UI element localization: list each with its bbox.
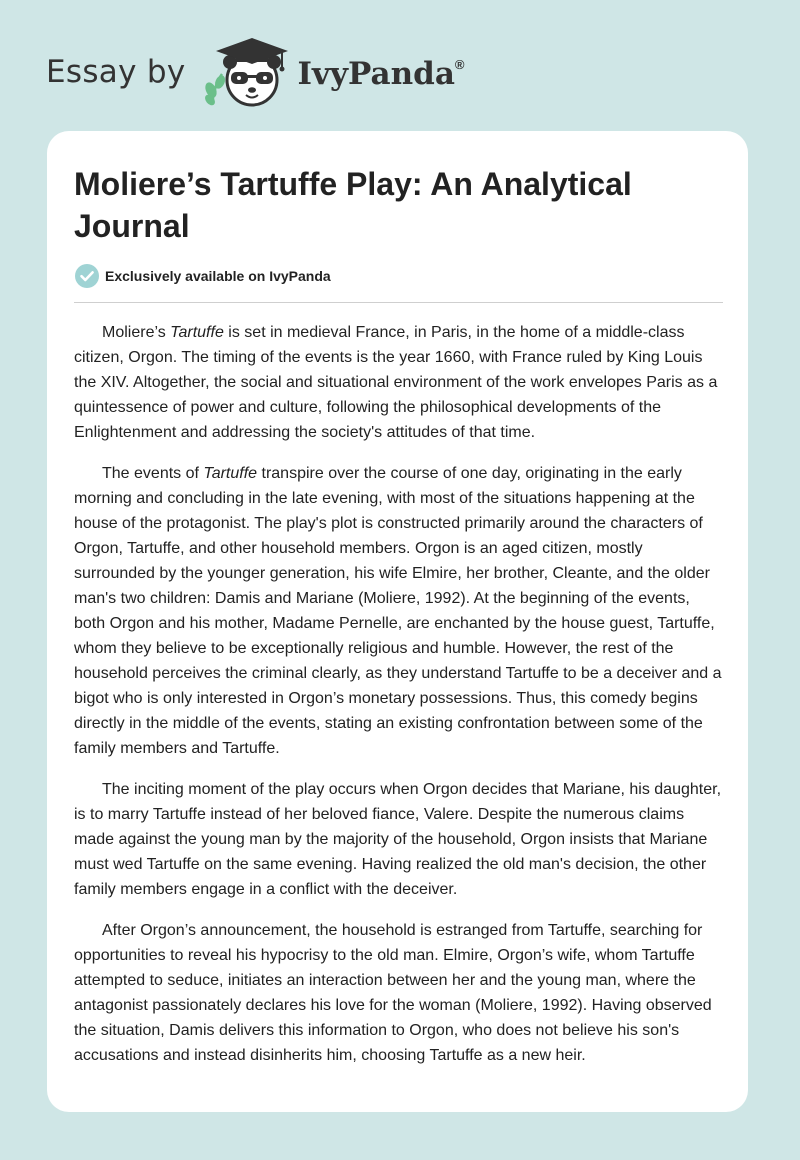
essay-body: [74, 320, 724, 1100]
divider: [74, 302, 723, 303]
paragraph: Moliere’s Tartuffe is set in medieval France, in Paris, in the home of a middle-class citizen, Orgon. The timing of the events is the year 1660, with France ruled by King Louis the XIV. Altogether, the social and situational environment of the work envelopes Paris as a quintessence of power and culture, following the philosophical developments of the Enlightenment and addressing the society's attitudes of that time.: [74, 324, 718, 441]
essay-by-label: Essay by: [46, 54, 186, 90]
availability-label: Exclusively available on IvyPanda: [105, 268, 331, 284]
work-title: Tartuffe: [203, 465, 258, 482]
registered-mark: ®: [454, 56, 465, 72]
availability-badge: [74, 263, 331, 289]
paragraph: The inciting moment of the play occurs when Orgon decides that Mariane, his daughter, is to marry Tartuffe instead of her beloved fiance, Valere. Despite the numerous claims made against the young man by the majority of the household, Orgon insists that Mariane must wed Tartuffe on the same evening. Having realized the old man's decision, the other family members engage in a conflict with the deceiver.: [74, 781, 722, 898]
work-title: Tartuffe: [170, 324, 224, 341]
panda-graduate-icon: [202, 34, 294, 110]
essay-card: [47, 131, 748, 1112]
brand-name: IvyPanda®: [297, 56, 465, 92]
check-circle-icon: [74, 263, 100, 289]
paragraph: The events of Tartuffe transpire over the course of one day, originating in the early morning and concluding in the late evening, with most of the situations happening at the house of the protagonist. The play's plot is constructed primarily around the characters of Orgon, Tartuffe, and other household members. Orgon is an aged citizen, mostly surrounded by the younger generation, his wife Elmire, her brother, Cleante, and the older man's two children: Damis and Mariane (Moliere, 1992). At the beginning of the events, both Orgon and his mother, Madame Pernelle, are enchanted by the house guest, Tartuffe, whom they believe to be exceptionally religious and humble. However, the rest of the household perceives the criminal clearly, as they understand Tartuffe to be a deceiver and a bigot who is only interested in Orgon’s monetary possessions. Thus, this comedy begins directly in the middle of the events, stating an existing confrontation between some of the family members and Tartuffe.: [74, 465, 722, 757]
paragraph: After Orgon’s announcement, the household is estranged from Tartuffe, searching for opportunities to reveal his hypocrisy to the old man. Elmire, Orgon’s wife, whom Tartuffe attempted to seduce, initiates an interaction between her and the young man, where the antagonist passionately declares his love for the woman (Moliere, 1992). Having observed the situation, Damis delivers this information to Orgon, who does not believe his son's accusations and instead disinherits him, choosing Tartuffe as a new heir.: [74, 922, 712, 1064]
page-title: Moliere’s Tartuffe Play: An Analytical Journal: [74, 166, 632, 244]
site-header: [46, 32, 465, 112]
